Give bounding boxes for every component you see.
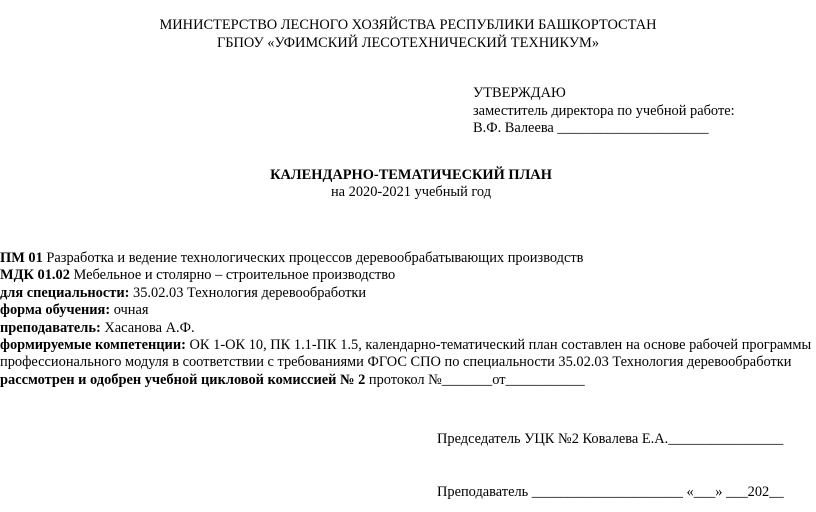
specialty-label: для специальности: xyxy=(0,285,130,301)
study-form-value: очная xyxy=(110,302,149,318)
mdk-label: МДК 01.02 xyxy=(0,267,70,283)
review-value: протокол №_______от___________ xyxy=(365,372,585,388)
pm-value: Разработка и ведение технологических процессов деревообрабатывающих производств xyxy=(42,250,584,266)
approval-signatory: В.Ф. Валеева _____________________ xyxy=(473,120,709,136)
chair-signature: Председатель УЦК №2 Ковалева Е.А.________________ xyxy=(437,431,784,447)
document-title: КАЛЕНДАРНО-ТЕМАТИЧЕСКИЙ ПЛАН xyxy=(270,167,552,183)
teacher-value: Хасанова А.Ф. xyxy=(100,320,195,336)
specialty-line xyxy=(0,284,366,302)
pm-line xyxy=(0,249,583,267)
approval-position: заместитель директора по учебной работе: xyxy=(473,103,735,119)
institution-heading: ГБПОУ «УФИМСКИЙ ЛЕСОТЕХНИЧЕСКИЙ ТЕХНИКУМ» xyxy=(216,35,600,51)
review-line xyxy=(0,371,585,389)
mdk-line xyxy=(0,266,395,284)
pm-label: ПМ 01 xyxy=(0,250,43,266)
study-form-label: форма обучения: xyxy=(0,302,111,318)
document-year: на 2020-2021 учебный год xyxy=(330,184,492,200)
approval-title: УТВЕРЖДАЮ xyxy=(473,85,566,101)
teacher-line xyxy=(0,319,195,337)
specialty-value: 35.02.03 Технология деревообработки xyxy=(129,285,367,301)
competencies-label: формируемые компетенции: xyxy=(0,337,186,353)
competencies-continuation: профессионального модуля в соответствии с требованиями ФГОС СПО по специальности 35.02.03 Технология деревообработки xyxy=(0,354,792,370)
ministry-heading: МИНИСТЕРСТВО ЛЕСНОГО ХОЗЯЙСТВА РЕСПУБЛИКИ БАШКОРТОСТАН xyxy=(159,17,657,33)
teacher-label: преподаватель: xyxy=(0,320,101,336)
mdk-value: Мебельное и столярно – строительное производство xyxy=(69,267,396,283)
study-form-line xyxy=(0,301,149,319)
competencies-line xyxy=(0,336,811,354)
competencies-value: ОК 1-ОК 10, ПК 1.1-ПК 1.5, календарно-тематический план составлен на основе рабочей программы xyxy=(185,337,812,353)
review-label: рассмотрен и одобрен учебной цикловой комиссией № 2 xyxy=(0,372,366,388)
teacher-signature: Преподаватель _____________________ «___» ___202__ xyxy=(437,484,784,500)
